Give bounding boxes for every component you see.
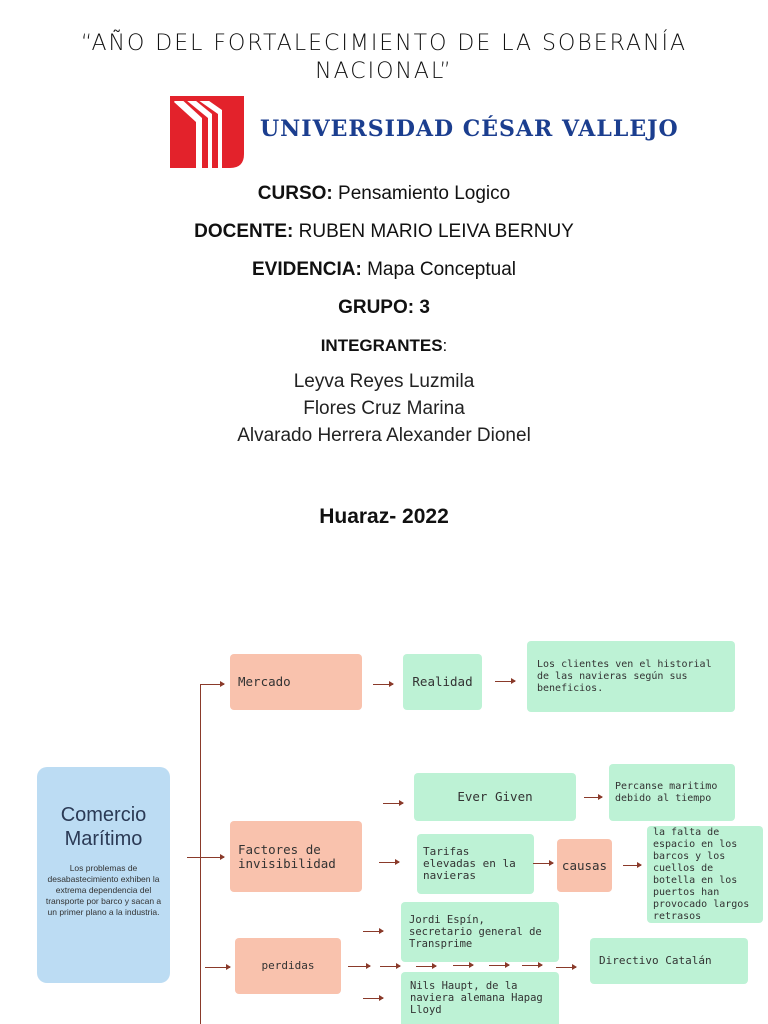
arrow-perdidas-chain-1	[348, 966, 370, 967]
node-mercado: Mercado	[230, 654, 362, 710]
node-ever-given: Ever Given	[414, 773, 576, 821]
course-line	[0, 183, 768, 205]
evidence-label: EVIDENCIA:	[251, 259, 362, 280]
arrow-realidad-desc	[495, 681, 515, 682]
teacher-value: RUBEN MARIO LEIVA BERNUY	[298, 221, 574, 242]
node-factores: Factores de invisibilidad	[230, 821, 362, 892]
member-item: Flores Cruz Marina	[303, 398, 465, 419]
node-causas-desc: la falta de espacio en los barcos y los cuellos de botella en los puertos han provocado largos retrasos	[647, 826, 763, 923]
arrow-to-jordi	[363, 931, 383, 932]
course-label: CURSO:	[257, 183, 333, 204]
group-line	[0, 297, 768, 319]
course-value: Pensamiento Logico	[338, 183, 511, 204]
arrow-to-nils	[363, 998, 383, 999]
arrow-causas-desc	[623, 865, 641, 866]
root-title: Comercio Marítimo	[60, 804, 147, 850]
node-realidad: Realidad	[403, 654, 482, 710]
arrow-perdidas-chain-6	[522, 965, 542, 966]
members-label: INTEGRANTES	[320, 336, 443, 355]
arrow-to-factores	[187, 857, 224, 858]
members-list	[0, 368, 768, 449]
arrow-perdidas-chain-5	[489, 965, 509, 966]
root-node	[37, 767, 170, 983]
evidence-line	[0, 259, 768, 281]
university-logo	[168, 94, 679, 170]
arrow-to-perdidas	[205, 967, 230, 968]
teacher-label: DOCENTE:	[194, 221, 294, 242]
arrow-perdidas-chain-2	[380, 966, 400, 967]
university-shield-icon	[168, 94, 246, 170]
arrow-to-mercado	[200, 684, 224, 685]
root-description: Los problemas de desabastecimiento exhiben la extrema dependencia del transporte por barco y sacan a un primer plano a la industria.	[45, 863, 162, 917]
node-causas: causas	[557, 839, 612, 892]
trunk-line	[200, 684, 201, 1024]
node-directivo: Directivo Catalán	[590, 938, 748, 984]
place-year: Huaraz- 2022	[319, 505, 449, 528]
arrow-to-tarifas	[379, 862, 399, 863]
node-realidad-desc: Los clientes ven el historial de las navieras según sus beneficios.	[527, 641, 735, 712]
group-label: GRUPO: 3	[338, 297, 430, 318]
node-perdidas: perdidas	[235, 938, 341, 994]
arrow-perdidas-chain-7	[556, 967, 576, 968]
evidence-value: Mapa Conceptual	[367, 259, 516, 280]
arrow-to-ever-given	[383, 803, 403, 804]
arrow-tarifas-causas	[533, 863, 553, 864]
teacher-line	[0, 221, 768, 243]
arrow-perdidas-chain-3	[416, 966, 436, 967]
arrow-perdidas-chain-4	[453, 965, 473, 966]
member-item: Alvarado Herrera Alexander Dionel	[237, 425, 531, 446]
members-heading: INTEGRANTES:	[320, 336, 448, 355]
arrow-ever-given-percanse	[584, 797, 602, 798]
node-jordi: Jordi Espín, secretario general de Transprime	[401, 902, 559, 962]
arrow-mercado-realidad	[373, 684, 393, 685]
motto-heading: “AÑO DEL FORTALECIMIENTO DE LA SOBERANÍA NACIONAL”	[80, 31, 688, 84]
university-name: UNIVERSIDAD CÉSAR VALLEJO	[260, 116, 679, 142]
node-tarifas: Tarifas elevadas en la navieras	[417, 834, 534, 894]
member-item: Leyva Reyes Luzmila	[293, 371, 475, 392]
node-nils: Nils Haupt, de la naviera alemana Hapag Lloyd	[401, 972, 559, 1024]
node-percanse: Percanse maritimo debido al tiempo	[609, 764, 735, 821]
